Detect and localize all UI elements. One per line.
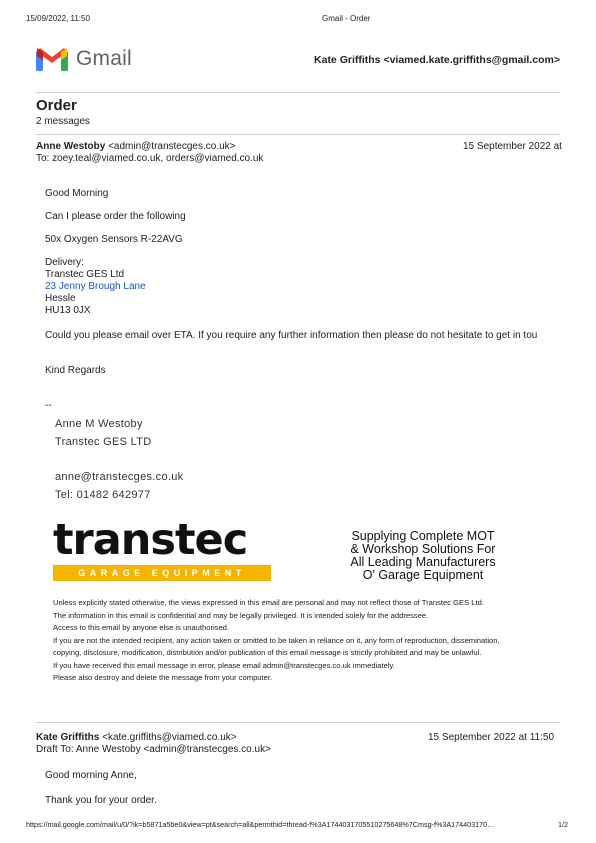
address-line: Hessle [45, 293, 76, 304]
disclaimer-line: Access to this email by anyone else is unauthorised. [53, 623, 230, 632]
print-datetime: 15/09/2022, 11:50 [26, 14, 90, 23]
message1-date: 15 September 2022 at [463, 141, 562, 152]
tagline-line: & Workshop Solutions For [350, 542, 496, 556]
message2-sender[interactable] [36, 732, 237, 743]
tagline-line: Supplying Complete MOT [351, 529, 495, 543]
disclaimer-line: The information in this email is confidential and may be legally privileged. It is intended solely for the addressee. [53, 610, 429, 620]
transtec-logo-band: GARAGE EQUIPMENT [53, 565, 271, 581]
print-title: Gmail - Order [322, 14, 371, 23]
message2-date: 15 September 2022 at 11:50 [428, 732, 555, 743]
signature-company: Transtec GES LTD [55, 436, 152, 448]
body-line: Thank you for your order. [45, 795, 157, 806]
message2-recipients: Draft To: Anne Westoby <admin@transtecges.co.uk> [36, 744, 271, 755]
transtec-logo [53, 515, 271, 581]
divider [36, 134, 560, 135]
tagline-line: O' Garage Equipment [362, 568, 484, 582]
thread-subject: Order [36, 97, 77, 114]
signature-name: Anne M Westoby [55, 418, 143, 430]
signature-email: anne@transtecges.co.uk [55, 471, 184, 483]
print-footer-url: https://mail.google.com/mail/u/0/?ik=b5871a5be0&view=pt&search=all&permthid=thread-f%3A1744031705510275648%7Cmsg-f%3A174403170… [26, 820, 495, 829]
account-label: Kate Griffiths <viamed.kate.griffiths@gmail.com> [314, 54, 560, 66]
message-count: 2 messages [36, 116, 90, 127]
address-link[interactable]: 23 Jenny Brough Lane [45, 281, 146, 292]
disclaimer-line: Please also destroy and delete the message from your computer. [53, 673, 273, 682]
divider [36, 92, 560, 93]
body-line: Can I please order the following [45, 211, 186, 222]
transtec-tagline [333, 530, 513, 582]
sender-email: <admin@transtecges.co.uk> [108, 141, 236, 152]
disclaimer-line: Unless explicitly stated otherwise, the views expressed in this email are personal and may not reflect those of Transtec GES Ltd. [53, 598, 484, 607]
gmail-logo-icon [36, 47, 68, 76]
message1-sender[interactable] [36, 141, 236, 152]
signature-separator: -- [45, 400, 52, 411]
signature-phone: Tel: 01482 642977 [55, 489, 151, 501]
address-line: Transtec GES Ltd [45, 269, 125, 280]
body-greeting: Good morning Anne, [45, 770, 137, 781]
disclaimer-line: If you are not the intended recipient, any action taken or omitted to be taken in reliance on it, any form of reproduction, dissemination, [53, 635, 500, 645]
sender-name: Anne Westoby [36, 141, 106, 152]
sender-name: Kate Griffiths [36, 732, 100, 743]
sender-email: <kate.griffiths@viamed.co.uk> [102, 732, 237, 743]
email-disclaimer [53, 597, 500, 685]
body-order-item: 50x Oxygen Sensors R-22AVG [45, 234, 183, 245]
page-number: 1/2 [558, 820, 568, 829]
transtec-logo-word: transtec [53, 515, 248, 565]
body-eta-request: Could you please email over ETA. If you require any further information then please do not hesitate to get in tou [45, 330, 538, 341]
delivery-label: Delivery: [45, 257, 84, 268]
disclaimer-line: copying, disclosure, modification, distribution and/or publication of this email message is strictly prohibited and may be unlawful. [53, 648, 482, 657]
divider [36, 722, 560, 723]
disclaimer-line: If you have received this email message in error, please email admin@transtecges.co.uk immediately. [53, 660, 395, 670]
tagline-line: All Leading Manufacturers [350, 555, 496, 569]
address-line: HU13 0JX [45, 305, 91, 316]
body-greeting: Good Morning [45, 188, 109, 199]
body-regards: Kind Regards [45, 365, 106, 376]
gmail-brand: Gmail [76, 47, 132, 70]
message1-recipients: To: zoey.teal@viamed.co.uk, orders@viamed.co.uk [36, 153, 264, 164]
